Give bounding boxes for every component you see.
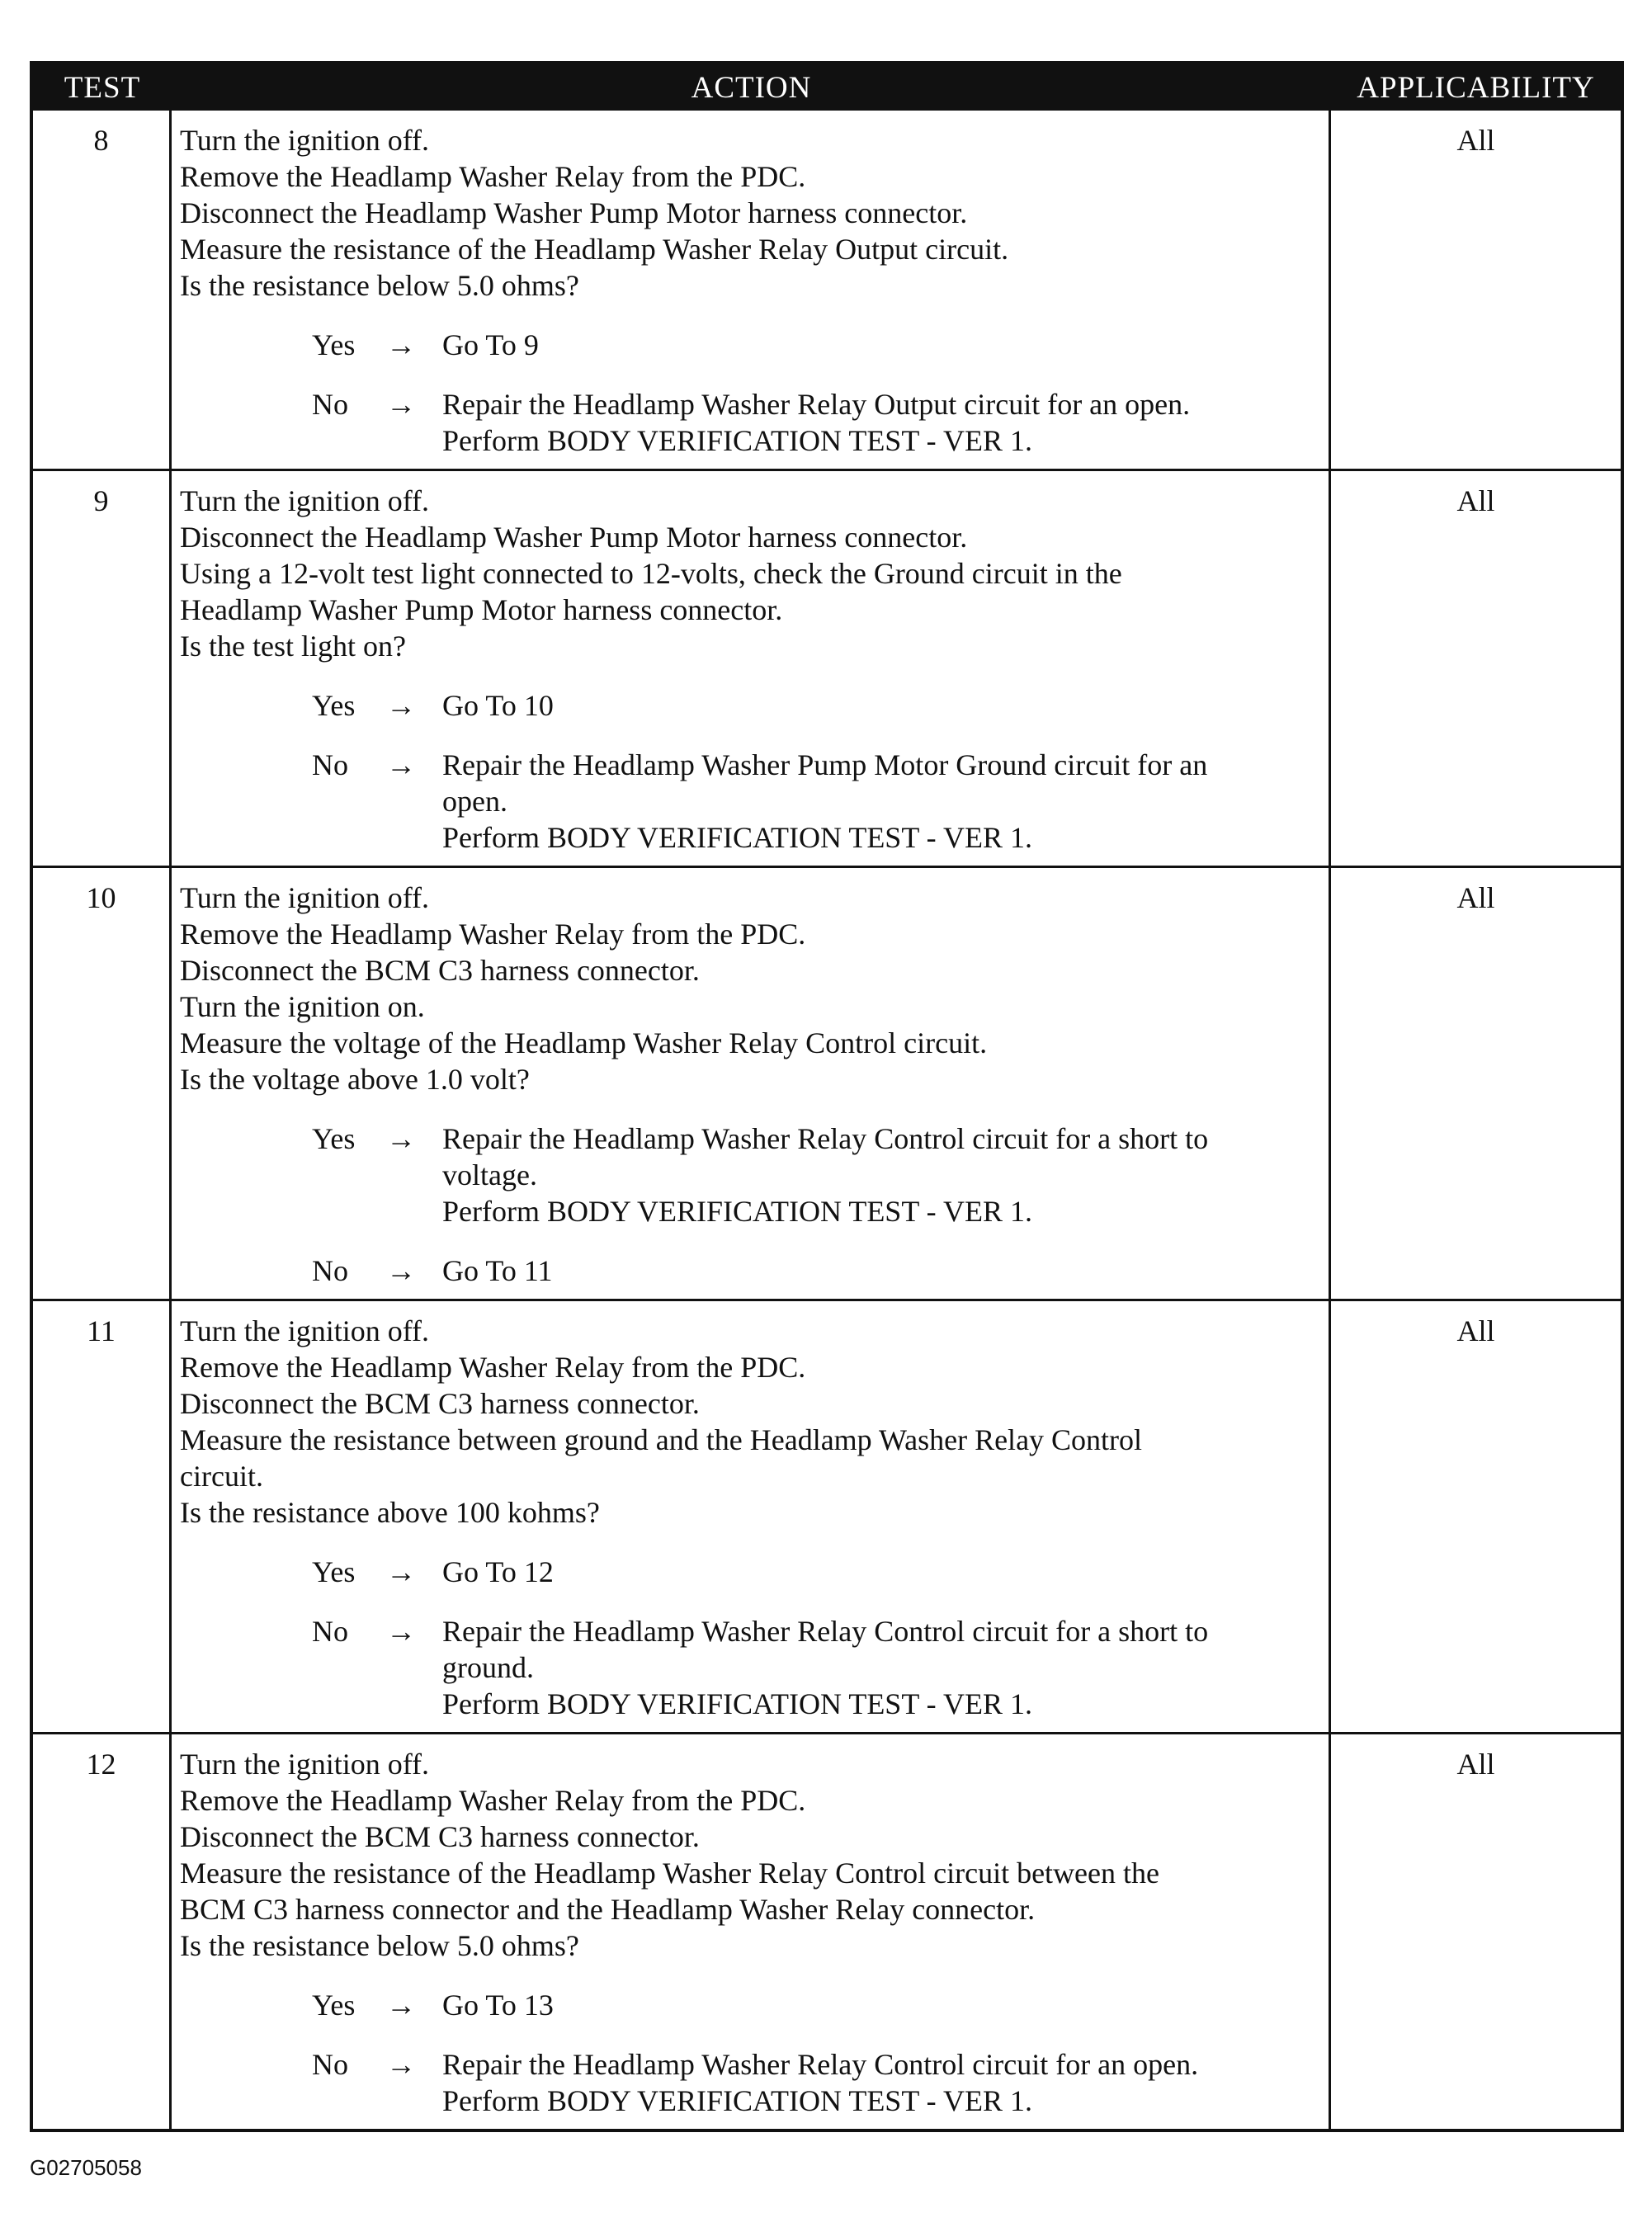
answer-list <box>180 687 1319 856</box>
applicability-cell: All <box>1456 881 1495 914</box>
table-header <box>33 64 1621 111</box>
table-body <box>33 111 1621 2129</box>
action-step: Remove the Headlamp Washer Relay from the PDC. <box>180 1351 806 1384</box>
action-step: Disconnect the BCM C3 harness connector. <box>180 1820 700 1853</box>
action-step: Disconnect the BCM C3 harness connector. <box>180 1387 700 1420</box>
answer-no <box>312 2046 1319 2119</box>
action-step: Is the resistance above 100 kohms? <box>180 1496 600 1529</box>
action-step: Disconnect the BCM C3 harness connector. <box>180 954 700 987</box>
answer-yes-result <box>442 327 1319 363</box>
test-number: 9 <box>33 471 172 866</box>
table-row <box>33 866 1621 1299</box>
answer-no <box>312 1613 1319 1722</box>
result-line: Go To 12 <box>442 1555 554 1588</box>
table-row <box>33 1732 1621 2129</box>
result-line: Perform BODY VERIFICATION TEST - VER 1. <box>442 424 1033 457</box>
answer-no-result <box>442 2046 1319 2119</box>
test-number: 12 <box>33 1734 172 2129</box>
arrow-right-icon: → <box>386 1122 416 1155</box>
answer-no-label: No <box>312 1615 348 1648</box>
answer-no <box>312 386 1319 459</box>
arrow-right-icon: → <box>386 1555 416 1588</box>
result-line: Go To 13 <box>442 1989 554 2022</box>
answer-yes-label: Yes <box>312 1989 356 2022</box>
answer-no-label: No <box>312 748 348 781</box>
arrow-right-icon: → <box>386 748 416 781</box>
answer-yes-label: Yes <box>312 1122 356 1155</box>
action-step: Turn the ignition off. <box>180 124 430 157</box>
figure-code: G02705058 <box>30 2155 142 2180</box>
answer-yes-result <box>442 1121 1319 1229</box>
answer-no <box>312 1253 1319 1289</box>
action-step: BCM C3 harness connector and the Headlamp Washer Relay connector. <box>180 1893 1036 1926</box>
arrow-right-icon: → <box>386 1989 416 2022</box>
answer-no <box>312 747 1319 856</box>
applicability-cell: All <box>1456 484 1495 517</box>
answer-list <box>180 1121 1319 1289</box>
applicability-cell: All <box>1456 124 1495 157</box>
answer-list <box>180 1554 1319 1722</box>
result-line: Go To 11 <box>442 1254 553 1287</box>
answer-no-label: No <box>312 388 348 421</box>
answer-list <box>180 327 1319 459</box>
answer-list <box>180 1987 1319 2119</box>
result-line: Perform BODY VERIFICATION TEST - VER 1. <box>442 2084 1033 2117</box>
answer-no-label: No <box>312 1254 348 1287</box>
action-step: Headlamp Washer Pump Motor harness connector. <box>180 593 783 626</box>
action-step: Using a 12-volt test light connected to 12-volts, check the Ground circuit in the <box>180 557 1122 590</box>
answer-yes <box>312 327 1319 363</box>
answer-yes-result <box>442 687 1319 724</box>
arrow-right-icon: → <box>386 388 416 421</box>
result-line: Perform BODY VERIFICATION TEST - VER 1. <box>442 821 1033 854</box>
action-cell <box>172 111 1331 469</box>
header-applicability: APPLICABILITY <box>1357 70 1595 105</box>
test-number: 10 <box>33 868 172 1299</box>
answer-no-result <box>442 1613 1319 1722</box>
action-step: Measure the resistance of the Headlamp Washer Relay Control circuit between the <box>180 1857 1159 1890</box>
action-step: Remove the Headlamp Washer Relay from the PDC. <box>180 1784 806 1817</box>
action-cell <box>172 471 1331 866</box>
answer-yes <box>312 1121 1319 1229</box>
action-step: Is the resistance below 5.0 ohms? <box>180 1929 579 1962</box>
answer-yes-result <box>442 1987 1319 2023</box>
result-line: Perform BODY VERIFICATION TEST - VER 1. <box>442 1195 1033 1228</box>
result-line: Repair the Headlamp Washer Relay Control circuit for a short to <box>442 1122 1209 1155</box>
arrow-right-icon: → <box>386 328 416 361</box>
result-line: voltage. <box>442 1158 537 1191</box>
action-step: Measure the voltage of the Headlamp Washer Relay Control circuit. <box>180 1026 988 1059</box>
action-step: Turn the ignition off. <box>180 881 430 914</box>
result-line: Go To 9 <box>442 328 539 361</box>
result-line: Repair the Headlamp Washer Pump Motor Ground circuit for an <box>442 748 1208 781</box>
result-line: Repair the Headlamp Washer Relay Control circuit for an open. <box>442 2048 1199 2081</box>
action-cell <box>172 1301 1331 1732</box>
action-step: Disconnect the Headlamp Washer Pump Motor harness connector. <box>180 521 968 554</box>
action-step: Is the voltage above 1.0 volt? <box>180 1063 530 1096</box>
action-step: Remove the Headlamp Washer Relay from the PDC. <box>180 160 806 193</box>
action-step: Measure the resistance between ground and the Headlamp Washer Relay Control <box>180 1423 1143 1456</box>
header-action: ACTION <box>691 70 812 105</box>
action-cell <box>172 1734 1331 2129</box>
test-number: 11 <box>33 1301 172 1732</box>
action-step: Measure the resistance of the Headlamp Washer Relay Output circuit. <box>180 233 1009 266</box>
table-row <box>33 1299 1621 1732</box>
diagnostic-test-table <box>30 61 1624 2132</box>
answer-yes-label: Yes <box>312 328 356 361</box>
answer-no-result <box>442 386 1319 459</box>
answer-yes <box>312 687 1319 724</box>
answer-no-label: No <box>312 2048 348 2081</box>
result-line: open. <box>442 785 507 818</box>
action-step: Is the test light on? <box>180 630 406 663</box>
answer-yes-label: Yes <box>312 689 356 722</box>
result-line: Repair the Headlamp Washer Relay Control circuit for a short to <box>442 1615 1209 1648</box>
answer-yes-result <box>442 1554 1319 1590</box>
action-step: Turn the ignition off. <box>180 1748 430 1781</box>
arrow-right-icon: → <box>386 689 416 722</box>
answer-yes-label: Yes <box>312 1555 356 1588</box>
arrow-right-icon: → <box>386 1254 416 1287</box>
action-step: Is the resistance below 5.0 ohms? <box>180 269 579 302</box>
result-line: Repair the Headlamp Washer Relay Output circuit for an open. <box>442 388 1191 421</box>
action-step: Remove the Headlamp Washer Relay from the PDC. <box>180 918 806 951</box>
action-step: Turn the ignition off. <box>180 1314 430 1347</box>
action-step: circuit. <box>180 1460 263 1493</box>
answer-no-result <box>442 1253 1319 1289</box>
answer-no-result <box>442 747 1319 856</box>
table-row <box>33 111 1621 469</box>
table-row <box>33 469 1621 866</box>
action-step: Turn the ignition off. <box>180 484 430 517</box>
answer-yes <box>312 1554 1319 1590</box>
applicability-cell: All <box>1456 1748 1495 1781</box>
action-step: Disconnect the Headlamp Washer Pump Motor harness connector. <box>180 196 968 229</box>
arrow-right-icon: → <box>386 2048 416 2081</box>
result-line: Perform BODY VERIFICATION TEST - VER 1. <box>442 1687 1033 1720</box>
result-line: Go To 10 <box>442 689 554 722</box>
applicability-cell: All <box>1456 1314 1495 1347</box>
result-line: ground. <box>442 1651 534 1684</box>
test-number: 8 <box>33 111 172 469</box>
action-step: Turn the ignition on. <box>180 990 425 1023</box>
action-cell <box>172 868 1331 1299</box>
arrow-right-icon: → <box>386 1615 416 1648</box>
header-test: TEST <box>64 70 141 105</box>
answer-yes <box>312 1987 1319 2023</box>
